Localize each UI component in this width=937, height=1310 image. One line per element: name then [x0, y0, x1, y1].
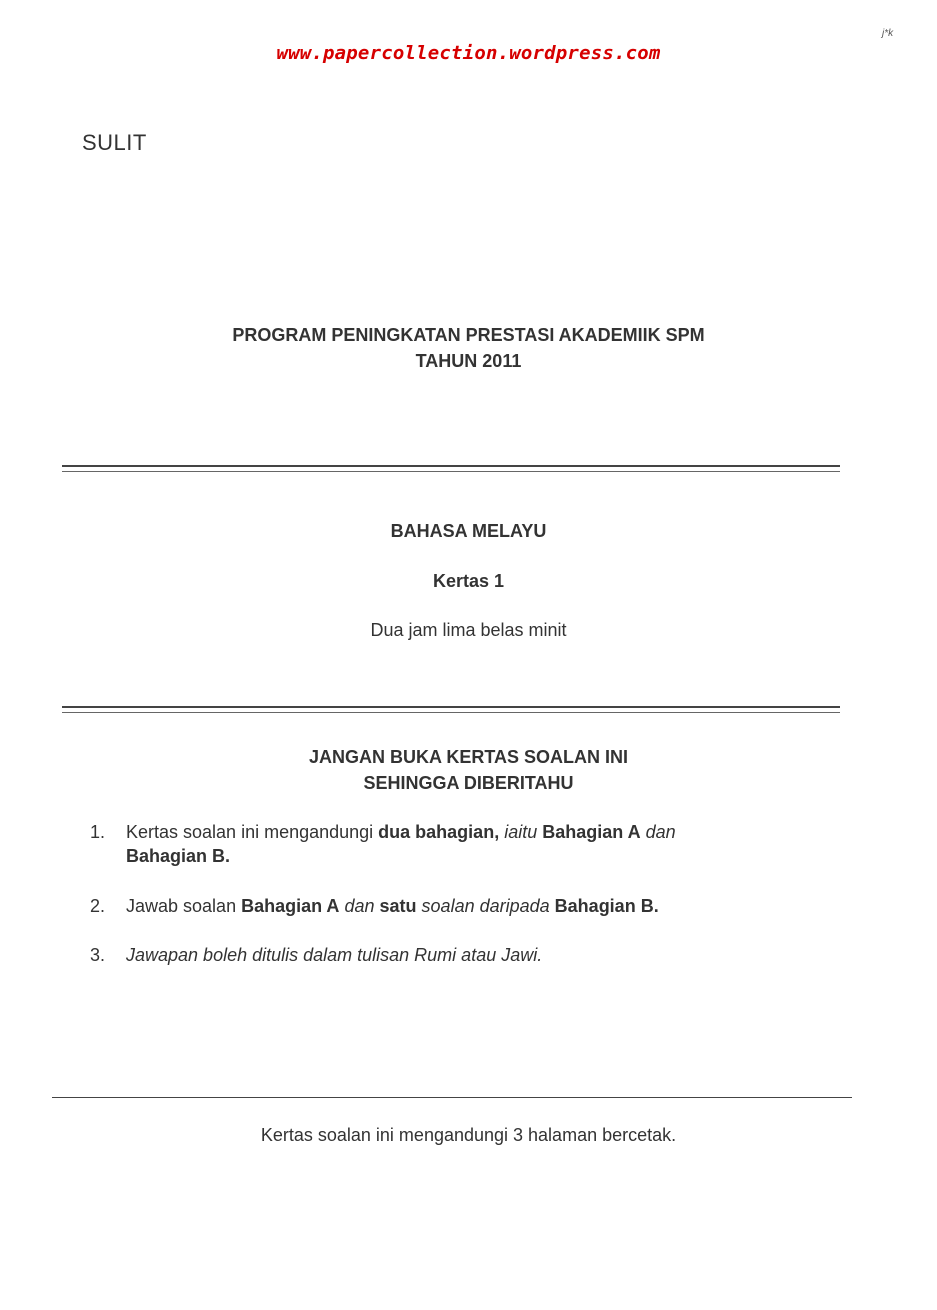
instruction-text-bold: satu	[379, 896, 417, 916]
divider-bottom	[52, 1097, 852, 1098]
instruction-item	[90, 943, 830, 967]
instruction-text-italic: iaitu	[504, 822, 538, 842]
instruction-number: 1.	[90, 822, 106, 842]
instruction-text-italic: Jawapan boleh ditulis dalam tulisan Rumi atau Jawi.	[126, 945, 543, 965]
instruction-item	[90, 820, 830, 868]
instruction-text-bold: Bahagian B.	[554, 896, 659, 916]
instruction-text	[126, 820, 830, 868]
instruction-text	[126, 943, 830, 967]
instruction-item	[90, 894, 830, 918]
exam-duration: Dua jam lima belas minit	[370, 620, 567, 640]
instruction-text-bold: Bahagian B.	[126, 846, 231, 866]
instruction-text-bold: dua bahagian,	[378, 822, 500, 842]
warning-line2: SEHINGGA DIBERITAHU	[363, 773, 574, 793]
page-count-note: Kertas soalan ini mengandungi 3 halaman bercetak.	[260, 1125, 677, 1145]
instruction-text	[126, 894, 830, 918]
instruction-number: 2.	[90, 896, 106, 916]
program-title-line1: PROGRAM PENINGKATAN PRESTASI AKADEMIIK SPM	[232, 325, 705, 345]
instruction-text-italic: dan	[344, 896, 375, 916]
instruction-text-bold: Bahagian A	[241, 896, 340, 916]
instruction-number: 3.	[90, 945, 106, 965]
divider-top	[62, 465, 840, 472]
instruction-text-italic: soalan daripada	[421, 896, 550, 916]
instruction-text-part: Kertas soalan ini mengandungi	[126, 822, 379, 842]
instruction-text-bold: Bahagian A	[542, 822, 641, 842]
paper-number: Kertas 1	[432, 571, 505, 591]
classification-label: SULIT	[82, 130, 147, 155]
corner-mark: j*k	[882, 28, 894, 39]
warning-notice	[0, 744, 937, 796]
divider-middle	[62, 706, 840, 713]
program-title-line2: TAHUN 2011	[415, 351, 522, 371]
program-title	[0, 322, 937, 374]
watermark-url: www.papercollection.wordpress.com	[276, 42, 661, 64]
warning-line1: JANGAN BUKA KERTAS SOALAN INI	[308, 747, 628, 767]
subject-title: BAHASA MELAYU	[390, 521, 547, 541]
instruction-text-italic: dan	[645, 822, 676, 842]
instruction-text-part: Jawab soalan	[126, 896, 242, 916]
